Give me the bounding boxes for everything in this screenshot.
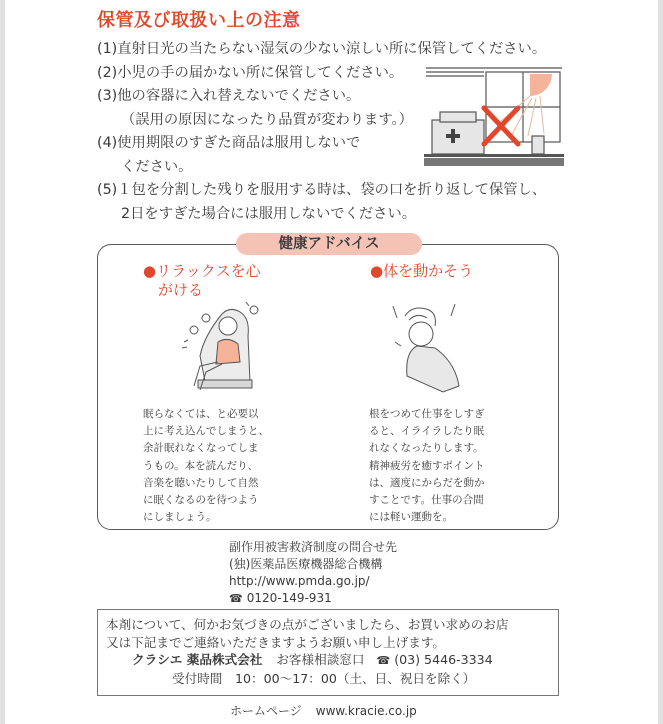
advice-relax-line-6: に眠くなるのを待つよう bbox=[143, 494, 259, 507]
advice-relax-line-2: 上に考え込んでしまうと、 bbox=[143, 425, 269, 438]
storage-note-5: (5)１包を分割した残りを服用する時は、袋の口を折り返して保管し、 bbox=[97, 182, 547, 198]
advice-relax-line-1: 眠らなくては、と必要以 bbox=[143, 408, 259, 420]
storage-note-2: (2)小児の手の届かない所に保管してください。 bbox=[97, 64, 404, 81]
storage-note-5-cont: 2日をすぎた場合には服用しないでください。 bbox=[121, 205, 417, 222]
storage-note-4: (4)使用期限のすぎた商品は服用しないで bbox=[97, 135, 361, 151]
storage-note-3: (3)他の容器に入れ替えないでください。 bbox=[97, 88, 361, 104]
reception-hours: 受付時間 10：00〜17：00（土、日、祝日を除く） bbox=[172, 670, 476, 686]
stretching-person-illustration bbox=[385, 296, 475, 396]
contact-info bbox=[106, 616, 509, 687]
advice-relax-text bbox=[143, 406, 269, 526]
relief-phone: 0120-149-931 bbox=[246, 591, 332, 605]
contact-company-row bbox=[106, 651, 509, 670]
advice-exercise-line-5: は、適度にからだを動か bbox=[369, 476, 485, 489]
relief-phone-row bbox=[229, 590, 397, 607]
contact-line-2: 又は下記までご連絡いただきますようお願い申し上げます。 bbox=[106, 634, 446, 650]
homepage-row bbox=[230, 702, 417, 719]
relief-title: 副作用被害救済制度の問合せ先 bbox=[229, 540, 398, 554]
page-edge-right bbox=[658, 0, 663, 724]
homepage-label: ホームページ bbox=[230, 704, 302, 718]
advice-exercise-line-1: 根をつめて仕事をしすぎ bbox=[369, 408, 485, 420]
storage-note-1: (1)直射日光の当たらない湿気の少ない涼しい所に保管してください。 bbox=[97, 41, 547, 57]
storage-title: 保管及び取扱い上の注意 bbox=[97, 10, 301, 31]
company-name: クラシエ 薬品株式会社 bbox=[132, 652, 263, 667]
advice-exercise-heading: ●体を動かそう bbox=[370, 262, 474, 280]
advice-relax-line-7: にしましょう。 bbox=[143, 511, 217, 524]
relaxing-person-illustration bbox=[170, 296, 270, 396]
advice-relax-line-3: 余計眠れなくなってしま bbox=[143, 442, 259, 455]
advice-relax-line-4: うもの。本を読んだり、 bbox=[143, 459, 259, 472]
phone-icon: ☎ bbox=[376, 654, 391, 667]
storage-note-4-cont: ください。 bbox=[121, 158, 193, 175]
advice-exercise-line-3: れなくなったりします。 bbox=[369, 442, 484, 455]
customer-desk-phone: (03) 5446-3334 bbox=[394, 652, 493, 667]
advice-relax-line-5: 音楽を聴いたりして自然 bbox=[143, 476, 259, 489]
advice-relax-heading-2: がける bbox=[158, 281, 204, 299]
contact-line-1: 本剤について、何かお気づきの点がございましたら、お買い求めのお店 bbox=[106, 617, 509, 632]
advice-relax-heading-1: ●リラックスを心 bbox=[143, 262, 261, 280]
advice-exercise-line-2: ると、イライラしたり眠 bbox=[369, 425, 485, 438]
phone-icon: ☎ bbox=[229, 592, 243, 605]
sunlit-storage-illustration bbox=[424, 62, 564, 172]
advice-relax-heading bbox=[143, 262, 283, 300]
storage-note-3-detail: （誤用の原因になったり品質が変わります。） bbox=[121, 111, 413, 128]
advice-exercise-line-6: すことです。仕事の合間 bbox=[369, 494, 484, 507]
advice-exercise-text bbox=[369, 406, 485, 526]
relief-system-info bbox=[229, 539, 397, 607]
relief-organization: (独)医薬品医療機器総合機構 bbox=[229, 557, 383, 571]
customer-desk-label: お客様相談窓口 bbox=[276, 652, 365, 667]
relief-url[interactable]: http://www.pmda.go.jp/ bbox=[229, 574, 370, 588]
advice-exercise-line-7: には軽い運動を。 bbox=[369, 511, 453, 524]
advice-exercise-line-4: 精神疲労を癒すポイント bbox=[369, 459, 485, 472]
homepage-url[interactable]: www.kracie.co.jp bbox=[315, 704, 417, 718]
page-edge-left bbox=[0, 0, 5, 724]
health-advice-title: 健康アドバイス bbox=[236, 233, 422, 255]
